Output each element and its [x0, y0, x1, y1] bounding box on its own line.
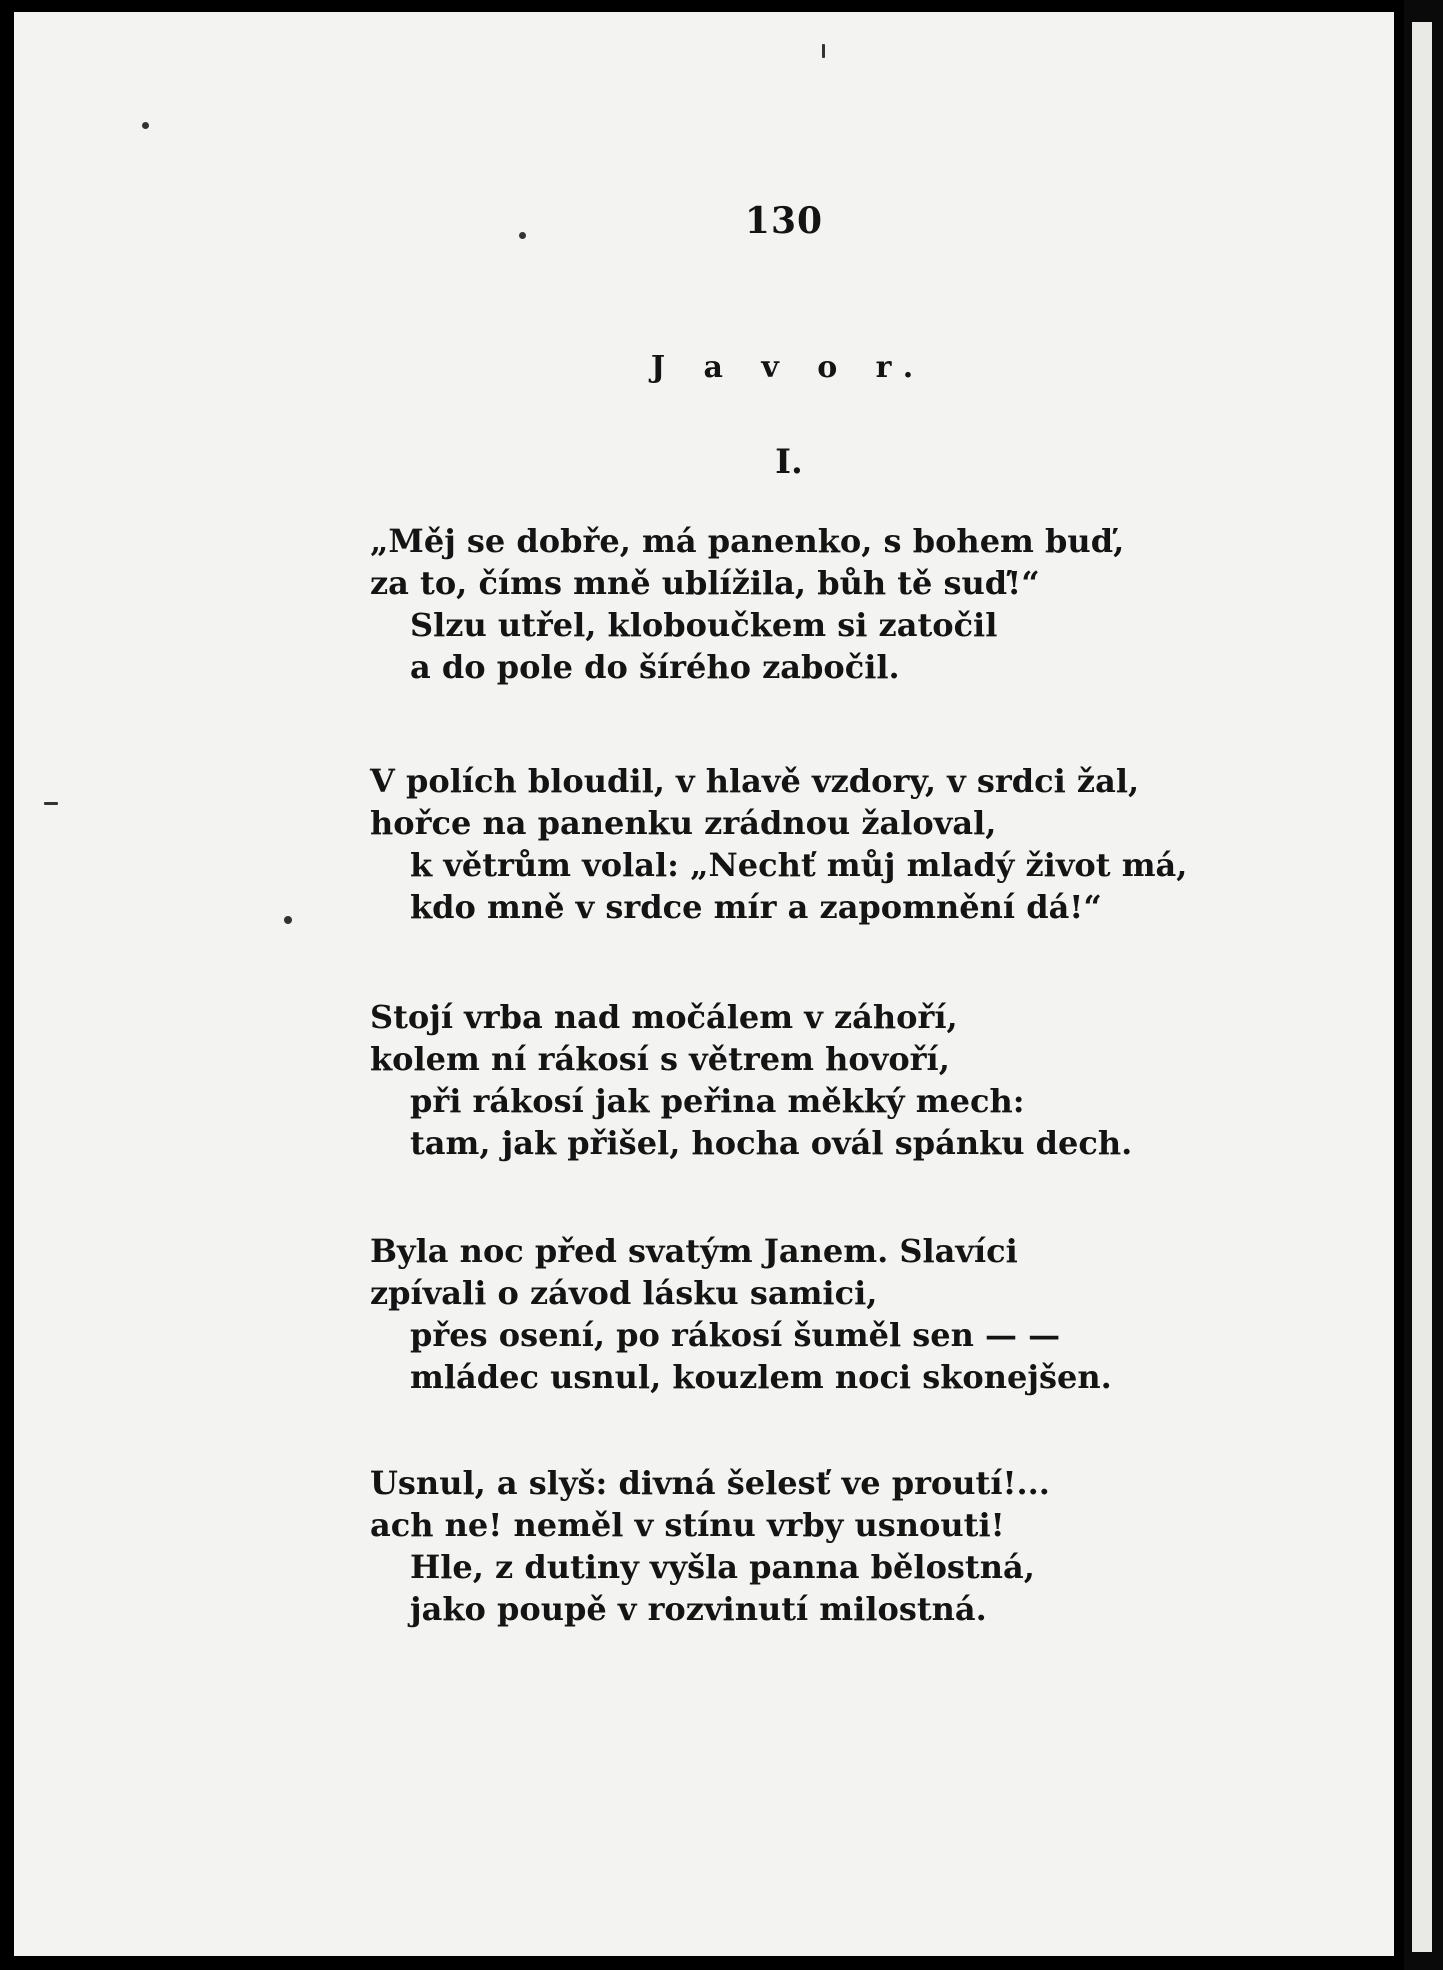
verse-line: mládec usnul, kouzlem noci skonejšen.: [410, 1358, 1112, 1396]
adjacent-page-sliver: [1412, 22, 1432, 1952]
verse-line: zpívali o závod lásku samici,: [370, 1274, 878, 1312]
verse-line: a do pole do šírého zabočil.: [410, 648, 900, 686]
section-numeral: I.: [775, 442, 803, 482]
verse-line: Slzu utřel, kloboučkem si zatočil: [410, 606, 998, 644]
verse-line: k větrům volal: „Nechť můj mladý život má,: [410, 846, 1188, 884]
stanza: [370, 760, 1187, 928]
verse-line: Hle, z dutiny vyšla panna bělostná,: [410, 1548, 1035, 1586]
verse-line: při rákosí jak peřina měkký mech:: [410, 1082, 1025, 1120]
verse-line: „Měj se dobře, má panenko, s bohem buď,: [370, 522, 1125, 560]
verse-line: za to, číms mně ublížila, bůh tě suď!“: [370, 564, 1040, 602]
verse-line: tam, jak přišel, hocha ovál spánku dech.: [410, 1124, 1133, 1162]
verse-line: kdo mně v srdce mír a zapomnění dá!“: [410, 888, 1102, 926]
verse-line: Usnul, a slyš: divná šelesť ve proutí!...: [370, 1464, 1050, 1502]
scan-speck: [142, 122, 149, 129]
scan-speck: [822, 44, 825, 58]
verse-line: hořce na panenku zrádnou žaloval,: [370, 804, 997, 842]
stanza: [370, 996, 1132, 1164]
stanza: [370, 1230, 1112, 1398]
stanza: [370, 1462, 1050, 1630]
scan-speck: [519, 232, 526, 239]
verse-line: Byla noc před svatým Janem. Slavíci: [370, 1232, 1018, 1270]
page-number: 130: [744, 200, 824, 242]
poem-title: J a v o r.: [650, 350, 928, 385]
scan-speck: [44, 802, 58, 805]
verse-line: V polích bloudil, v hlavě vzdory, v srdci žal,: [370, 762, 1140, 800]
stanza: [370, 520, 1124, 688]
verse-line: přes osení, po rákosí šuměl sen — —: [410, 1316, 1061, 1354]
scan-speck: [284, 916, 292, 924]
adjacent-page-edge: [1404, 0, 1443, 1970]
verse-line: jako poupě v rozvinutí milostná.: [410, 1590, 987, 1628]
verse-line: Stojí vrba nad močálem v záhoří,: [370, 998, 958, 1036]
book-page: [14, 12, 1394, 1956]
verse-line: kolem ní rákosí s větrem hovoří,: [370, 1040, 950, 1078]
verse-line: ach ne! neměl v stínu vrby usnouti!: [370, 1506, 1005, 1544]
